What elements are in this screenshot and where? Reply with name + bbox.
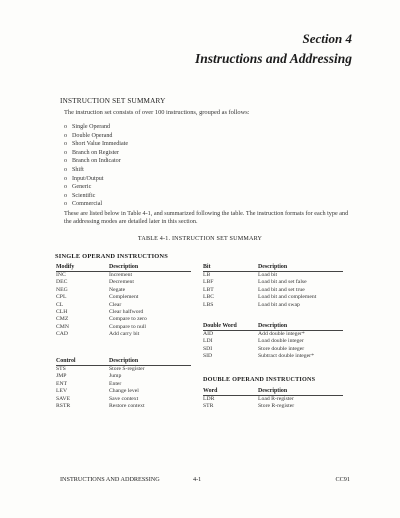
mnemonic-cell: LBF <box>203 279 214 286</box>
list-item: o Generic <box>64 183 128 192</box>
table-row <box>56 302 191 309</box>
table-row <box>203 331 343 339</box>
column-header: Control <box>56 358 109 366</box>
table-row <box>56 272 191 280</box>
mnemonic-cell: LDI <box>203 338 213 345</box>
column-header: Description <box>109 358 191 366</box>
description-cell: Clear halfword <box>109 309 144 316</box>
description-cell: Change level <box>109 388 139 395</box>
table-title: TABLE 4-1. INSTRUCTION SET SUMMARY <box>137 236 263 242</box>
page-number: 4-1 <box>193 476 202 483</box>
description-cell: Complement <box>109 294 139 301</box>
description-cell: Load R-register <box>258 396 294 402</box>
mnemonic-cell: RSTR <box>56 403 71 410</box>
table-row <box>56 366 191 374</box>
list-item: o Scientific <box>64 192 128 201</box>
description-cell: Decrement <box>109 279 134 286</box>
description-cell: Load bit and swap <box>258 301 300 308</box>
mnemonic-cell: LBS <box>203 301 214 308</box>
table-row <box>203 353 343 360</box>
description-cell: Load bit <box>258 272 278 278</box>
description-cell: Restore context <box>109 403 145 410</box>
summary-heading: INSTRUCTION SET SUMMARY <box>60 97 166 105</box>
mnemonic-cell: CL <box>56 301 64 308</box>
table-row <box>56 388 191 395</box>
footer-chapter: INSTRUCTIONS AND ADDRESSING <box>60 476 160 483</box>
column-header: Bit <box>203 264 258 272</box>
instruction-group-list <box>64 123 128 209</box>
table-row <box>56 287 191 294</box>
summary-paragraph: These are listed below in Table 4-1, and summarized following the table. The instruction formats for each type and the addressing modes are detailed later in this section. <box>64 210 349 226</box>
mnemonic-cell: AID <box>203 331 214 337</box>
mnemonic-cell: JMP <box>56 373 67 380</box>
description-cell: Negate <box>109 286 126 293</box>
list-item: o Shift <box>64 166 128 175</box>
description-cell: Subtract double integer* <box>258 353 314 360</box>
bit-table <box>203 264 343 309</box>
list-item: o Input/Output <box>64 175 128 184</box>
description-cell: Store double integer <box>258 345 305 352</box>
mnemonic-cell: LBC <box>203 294 215 301</box>
table-row <box>203 396 343 404</box>
table-row <box>56 381 191 388</box>
mnemonic-cell: INC <box>56 272 66 278</box>
table-row <box>203 338 343 345</box>
section-title: Instructions and Addressing <box>194 51 352 66</box>
description-cell: Store S-register <box>109 366 145 372</box>
double-operand-heading: DOUBLE OPERAND INSTRUCTIONS <box>203 376 316 383</box>
mnemonic-cell: NEG <box>56 286 68 293</box>
mnemonic-cell: LB <box>203 272 211 278</box>
table-row <box>56 279 191 286</box>
table-row <box>56 331 191 338</box>
summary-intro: The instruction set consists of over 100 instructions, grouped as follows: <box>64 109 250 116</box>
list-item: o Short Value Immediate <box>64 140 128 149</box>
table-row <box>203 346 343 353</box>
mnemonic-cell: LEV <box>56 388 68 395</box>
word-table <box>203 388 343 411</box>
modify-table <box>56 264 191 339</box>
table-row <box>203 403 343 410</box>
description-cell: Load bit and complement <box>258 294 317 301</box>
control-table <box>56 358 191 410</box>
mnemonic-cell: SAVE <box>56 395 71 402</box>
description-cell: Increment <box>109 272 133 278</box>
double-word-table <box>203 323 343 361</box>
mnemonic-cell: CMN <box>56 323 69 330</box>
column-header: Description <box>258 388 343 396</box>
table-row <box>56 396 191 403</box>
mnemonic-cell: LDR <box>203 396 215 402</box>
mnemonic-cell: ENT <box>56 380 68 387</box>
column-header: Modify <box>56 264 109 272</box>
description-cell: Save context <box>109 395 139 402</box>
mnemonic-cell: LBT <box>203 286 214 293</box>
column-header: Description <box>258 264 343 272</box>
description-cell: Load bit and set false <box>258 279 307 286</box>
single-operand-heading: SINGLE OPERAND INSTRUCTIONS <box>55 253 168 260</box>
description-cell: Compare to zero <box>109 316 147 323</box>
description-cell: Load double integer <box>258 338 304 345</box>
table-row <box>56 309 191 316</box>
mnemonic-cell: SDI <box>203 345 213 352</box>
mnemonic-cell: CMZ <box>56 316 69 323</box>
section-label: Section 4 <box>302 31 352 46</box>
description-cell: Clear <box>109 301 122 308</box>
column-header: Description <box>258 323 343 331</box>
list-item: o Double Operand <box>64 132 128 141</box>
description-cell: Add double integer* <box>258 331 305 337</box>
list-item: o Branch on Register <box>64 149 128 158</box>
description-cell: Jump <box>109 373 122 380</box>
table-row <box>56 373 191 380</box>
table-row <box>203 294 343 301</box>
mnemonic-cell: CPL <box>56 294 67 301</box>
table-row <box>56 403 191 410</box>
column-header: Word <box>203 388 258 396</box>
description-cell: Store R-register <box>258 403 295 410</box>
list-item: o Single Operand <box>64 123 128 132</box>
description-cell: Compare to null <box>109 323 146 330</box>
description-cell: Add carry bit <box>109 331 140 338</box>
table-row <box>203 287 343 294</box>
mnemonic-cell: STS <box>56 366 66 372</box>
column-header: Description <box>109 264 191 272</box>
mnemonic-cell: STR <box>203 403 214 410</box>
description-cell: Enter <box>109 380 122 387</box>
table-row <box>56 316 191 323</box>
list-item: o Commercial <box>64 200 128 209</box>
description-cell: Load bit and set true <box>258 286 305 293</box>
column-header: Double Word <box>203 323 258 331</box>
mnemonic-cell: CAD <box>56 331 69 338</box>
mnemonic-cell: DEC <box>56 279 68 286</box>
list-item: o Branch on Indicator <box>64 157 128 166</box>
table-row <box>203 279 343 286</box>
mnemonic-cell: CLH <box>56 309 68 316</box>
mnemonic-cell: SID <box>203 353 213 360</box>
table-row <box>56 324 191 331</box>
table-row <box>203 302 343 309</box>
footer-doc-code: CC91 <box>335 476 350 483</box>
table-row <box>56 294 191 301</box>
